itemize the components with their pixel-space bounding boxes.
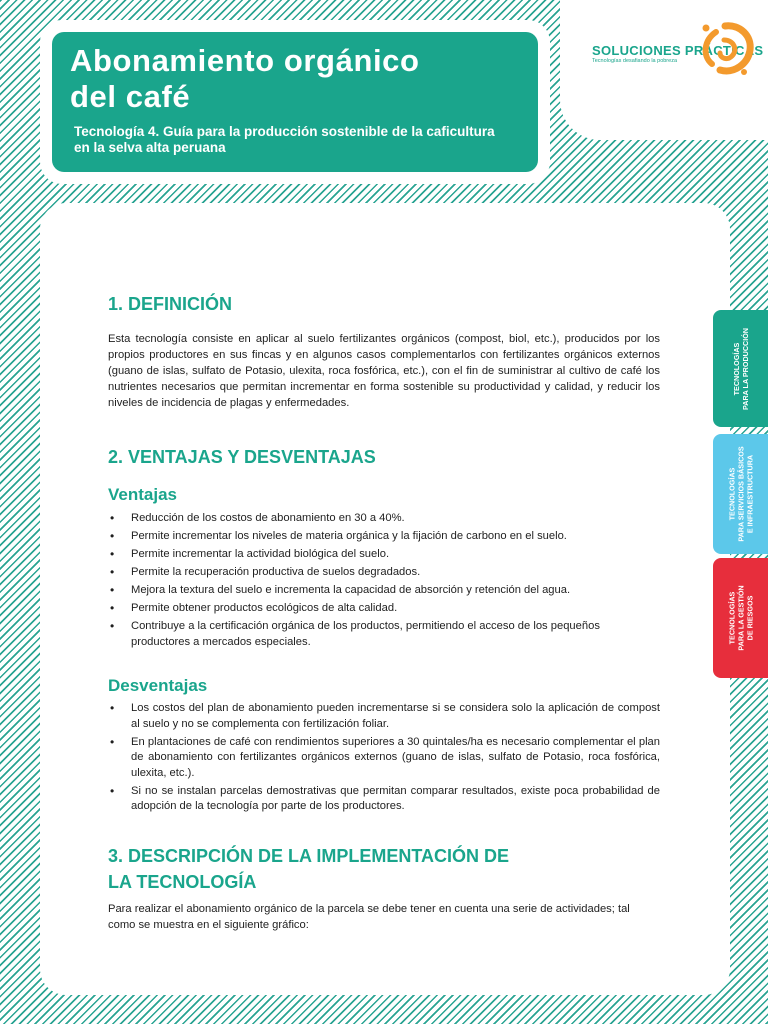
section-ventajas-heading: 2. VENTAJAS Y DESVENTAJAS xyxy=(108,447,376,467)
section-definicion-heading: 1. DEFINICIÓN xyxy=(108,294,233,314)
list-item: • Permite incrementar los niveles de materia orgánica y la fijación de carbono en el suelo. xyxy=(108,529,660,545)
ventajas-subheading: Ventajas xyxy=(108,485,177,504)
section-implementacion-heading: 3. DESCRIPCIÓN DE LA IMPLEMENTACIÓN DE LA TECNOLOGÍA xyxy=(108,846,510,892)
tab-servicios-label: TECNOLOGÍAS PARA SERVICIOS BÁSICOS E INFRAESTRUCTURA xyxy=(727,446,755,542)
list-item: • Permite la recuperación productiva de suelos degradados. xyxy=(108,565,660,581)
ventajas-list xyxy=(108,511,660,653)
logo-name: SOLUCIONES PRÁCTICAS xyxy=(592,43,764,58)
section-implementacion-body: Para realizar el abonamiento orgánico de la parcela se debe tener en cuenta una serie de actividades; tal como se muestra en el siguiente gráfico: xyxy=(108,903,630,931)
tab-produccion-label: TECNOLOGÍAS PARA LA PRODUCCIÓN xyxy=(732,327,750,410)
desventajas-list xyxy=(108,701,660,817)
list-item: • Si no se instalan parcelas demostrativas que permitan comparar resultados, existe poca probabilidad de adopción de la tecnología por parte de los productores. xyxy=(108,784,660,815)
list-item: • Permite obtener productos ecológicos de alta calidad. xyxy=(108,601,660,617)
list-item: • Permite incrementar la actividad biológica del suelo. xyxy=(108,547,660,563)
list-item: • Contribuye a la certificación orgánica de los productos, permitiendo el acceso de los pequeños productores a mercados especiales. xyxy=(108,619,660,650)
tab-gestion-riesgos[interactable] xyxy=(713,558,768,678)
tab-riesgos-label: TECNOLOGÍAS PARA LA GESTIÓN DE RIESGOS xyxy=(727,585,755,651)
section-definicion-body: Esta tecnología consiste en aplicar al suelo fertilizantes orgánicos (compost, biol, etc.), producidos por los propios productores en sus fincas y en algunos casos complementarlos con fertilizantes orgánicos externos (guano de islas, sulfato de Potasio, ulexita, roca fosfórica, etc.), con el fin de suministrar al cultivo de café los nutrientes necesarios que permitan incrementar en forma sostenible su productividad y calidad, y reducir los niveles de incidencia de plagas y enfermedades. xyxy=(108,333,660,409)
page-title: Abonamiento orgánico del café xyxy=(70,43,420,114)
tab-produccion[interactable] xyxy=(713,310,768,427)
list-item: • En plantaciones de café con rendimientos superiores a 30 quintales/ha es necesario complementar el plan de abonamiento con fertilizantes orgánicos externos (guano de islas, sulfato de Potasio, roca fosfórica, ulexita, etc.). xyxy=(108,735,660,782)
list-item: • Los costos del plan de abonamiento pueden incrementarse si se considera solo la aplicación de compost al suelo y no se complementa con fertilización foliar. xyxy=(108,701,660,732)
logo-tagline: Tecnologías desafiando la pobreza xyxy=(592,58,678,64)
header-banner xyxy=(52,32,538,172)
list-item: • Mejora la textura del suelo e incrementa la capacidad de absorción y retención del agua. xyxy=(108,583,660,599)
desventajas-subheading: Desventajas xyxy=(108,676,208,695)
tab-servicios-basicos[interactable] xyxy=(713,434,768,554)
orange-swirl-icon xyxy=(694,20,756,78)
page-subtitle: Tecnología 4. Guía para la producción sostenible de la caficultura en la selva alta peruana xyxy=(74,124,495,155)
list-item: • Reducción de los costos de abonamiento en 30 a 40%. xyxy=(108,511,660,527)
